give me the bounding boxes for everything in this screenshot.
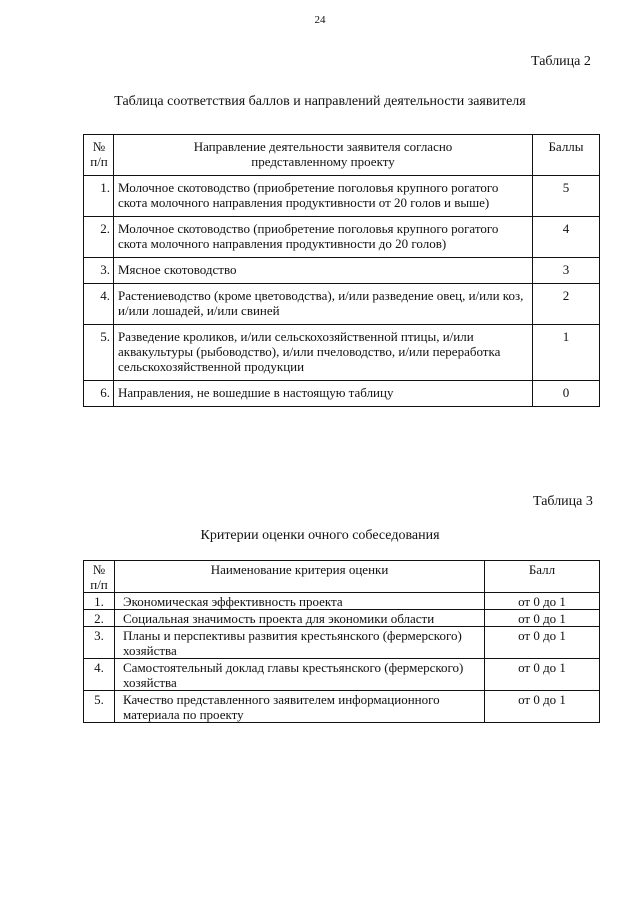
table2-cell-text: Мясное скотоводство	[114, 258, 533, 284]
table2-cell-text: Растениеводство (кроме цветоводства), и/или разведение овец, и/или коз, и/или лошадей, и/или свиней	[114, 284, 533, 325]
table2-cell-score: 1	[533, 325, 600, 381]
table3-title: Критерии оценки очного собеседования	[200, 528, 440, 543]
table2-cell-num: 6.	[84, 381, 114, 407]
table3-cell-score: от 0 до 1	[485, 659, 600, 691]
table2-cell-text: Молочное скотоводство (приобретение поголовья крупного рогатого скота молочного направления продуктивности до 20 голов)	[114, 217, 533, 258]
table2-row	[84, 381, 600, 407]
table2-cell-score: 2	[533, 284, 600, 325]
table3-cell-num: 2.	[84, 610, 115, 627]
table3-cell-text: Самостоятельный доклад главы крестьянского (фермерского) хозяйства	[115, 659, 485, 691]
table3-cell-text: Социальная значимость проекта для экономики области	[115, 610, 485, 627]
table3-cell-num: 4.	[84, 659, 115, 691]
table2-cell-num: 1.	[84, 176, 114, 217]
table3-cell-score: от 0 до 1	[485, 691, 600, 723]
table3-cell-num: 1.	[84, 593, 115, 610]
table2-header-row	[84, 135, 600, 176]
table2-header-direction: Направление деятельности заявителя согласно представленному проекту	[114, 135, 533, 176]
table3-cell-num: 5.	[84, 691, 115, 723]
table2-row	[84, 217, 600, 258]
table2-cell-text: Разведение кроликов, и/или сельскохозяйственной птицы, и/или аквакультуры (рыбоводство), и/или пчеловодство, и/или переработка сельскохозяйственной продукции	[114, 325, 533, 381]
table2-header-score: Баллы	[533, 135, 600, 176]
table3-header-num: № п/п	[84, 561, 115, 593]
table3-header-row	[84, 561, 600, 593]
table3-row	[84, 627, 600, 659]
table2-cell-num: 5.	[84, 325, 114, 381]
table3-cell-score: от 0 до 1	[485, 627, 600, 659]
table2-cell-text: Молочное скотоводство (приобретение поголовья крупного рогатого скота молочного направления продуктивности от 20 голов и выше)	[114, 176, 533, 217]
table2-row	[84, 176, 600, 217]
table3-cell-text: Экономическая эффективность проекта	[115, 593, 485, 610]
table3-header-score: Балл	[485, 561, 600, 593]
table2-row	[84, 284, 600, 325]
table2-cell-score: 4	[533, 217, 600, 258]
table3-cell-text: Планы и перспективы развития крестьянского (фермерского) хозяйства	[115, 627, 485, 659]
table2-cell-score: 0	[533, 381, 600, 407]
table2-cell-num: 2.	[84, 217, 114, 258]
table3-header-criterion: Наименование критерия оценки	[115, 561, 485, 593]
table2-header-num: № п/п	[84, 135, 114, 176]
table3-cell-text: Качество представленного заявителем информационного материала по проекту	[115, 691, 485, 723]
table2-cell-num: 4.	[84, 284, 114, 325]
table3-cell-score: от 0 до 1	[485, 610, 600, 627]
table2-cell-text: Направления, не вошедшие в настоящую таблицу	[114, 381, 533, 407]
table3-cell-num: 3.	[84, 627, 115, 659]
table3-row	[84, 659, 600, 691]
table2-caption: Таблица 2	[531, 54, 591, 69]
table2-cell-score: 3	[533, 258, 600, 284]
table2-row	[84, 258, 600, 284]
table2-row	[84, 325, 600, 381]
table3-row	[84, 691, 600, 723]
table2-cell-score: 5	[533, 176, 600, 217]
table3-cell-score: от 0 до 1	[485, 593, 600, 610]
table2-title: Таблица соответствия баллов и направлений деятельности заявителя	[114, 94, 526, 109]
table3	[83, 560, 600, 723]
table3-caption: Таблица 3	[533, 494, 593, 509]
table2	[83, 134, 600, 407]
table3-row	[84, 593, 600, 610]
table3-row	[84, 610, 600, 627]
table2-cell-num: 3.	[84, 258, 114, 284]
page-number: 24	[314, 14, 326, 26]
